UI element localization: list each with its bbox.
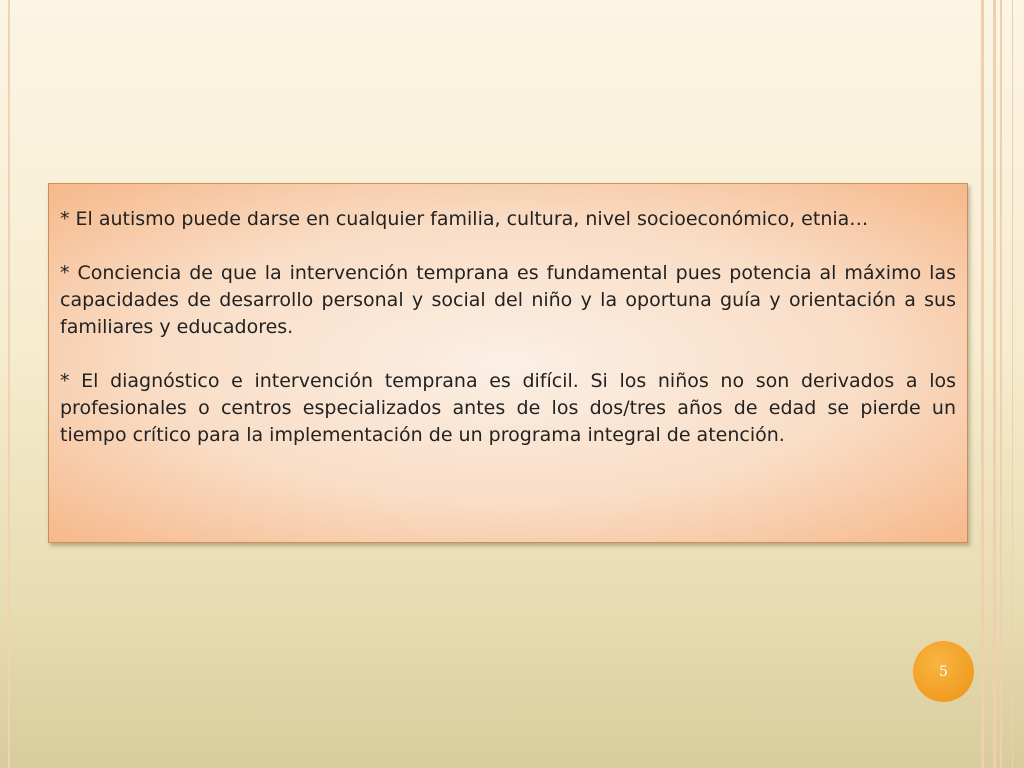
content-text-box xyxy=(48,183,968,543)
right-decorative-line xyxy=(993,0,996,768)
page-number: 5 xyxy=(939,663,948,680)
page-number-badge xyxy=(913,641,974,702)
right-decorative-band xyxy=(976,0,1024,768)
right-decorative-line xyxy=(1012,0,1013,768)
right-decorative-line xyxy=(981,0,984,768)
paragraph-early-intervention: * Conciencia de que la intervención temprana es fundamental pues potencia al máximo las capacidades de desarrollo personal y social del niño y la oportuna guía y orientación a sus familiares y educadores. xyxy=(60,262,956,338)
paragraph-diagnosis-difficult: * El diagnóstico e intervención temprana es difícil. Si los niños no son derivados a los profesionales o centros especializados antes de los dos/tres años de edad se pierde un tiempo crítico para la implementación de un programa integral de atención. xyxy=(60,370,956,446)
paragraph-autism-any-family: * El autismo puede darse en cualquier familia, cultura, nivel socioeconómico, etnia… xyxy=(60,208,869,230)
right-decorative-line xyxy=(1000,0,1002,768)
left-decorative-line xyxy=(8,0,10,768)
